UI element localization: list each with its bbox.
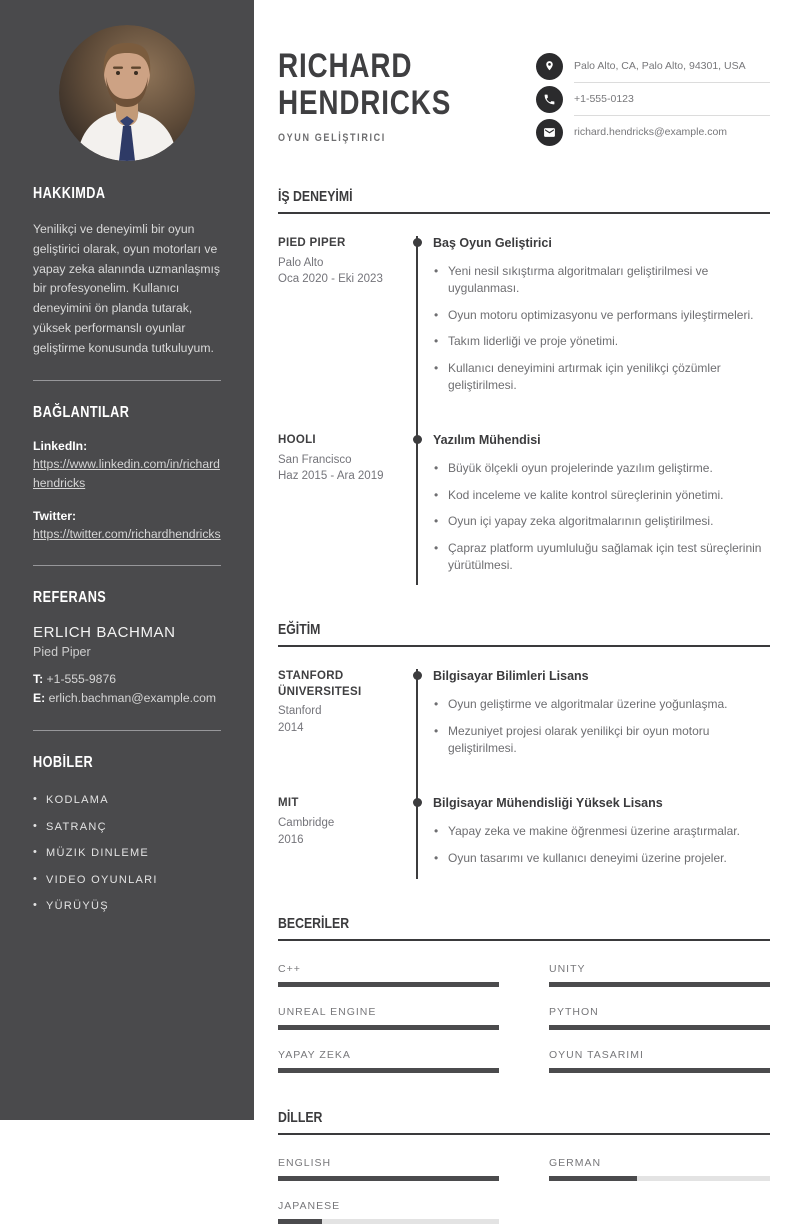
job-title: Baş Oyun Geliştirici (433, 236, 552, 250)
link-label: LinkedIn: (33, 439, 88, 454)
skill-level-bar (549, 1025, 770, 1030)
education-dates: 2014 (278, 722, 304, 735)
skill-level-bar (278, 1068, 499, 1073)
hobby-item: • YÜRÜYÜŞ (33, 900, 221, 912)
about-text: Yenilikçi ve deneyimli bir oyun geliştirici olarak, oyun motorları ve yapay zeka alanında uzmanlaşmış bir profesyonelim. Kullanıcı deneyimini ön planda tutarak, yüksek performanslı oyunlar geliştirme konusunda tutkuluyum. (33, 222, 220, 355)
reference-email-label: E: (33, 691, 46, 706)
education-entry (278, 796, 770, 878)
first-name: RICHARD (278, 47, 413, 85)
skills-section (278, 915, 770, 1073)
language-name: JAPANESE (278, 1199, 341, 1212)
language-level-bar (278, 1219, 499, 1224)
skill-name: YAPAY ZEKA (278, 1048, 351, 1061)
skill-level-fill (278, 1068, 499, 1073)
company-location: Palo Alto (278, 256, 324, 269)
employment-dates: Oca 2020 - Eki 2023 (278, 273, 383, 286)
entry-details (416, 796, 770, 878)
resume-header (278, 48, 770, 148)
link-label: Twitter: (33, 508, 77, 523)
sidebar-divider (33, 730, 221, 731)
skill-level-fill (549, 1068, 770, 1073)
link-url[interactable]: https://www.linkedin.com/in/richardhendricks (33, 457, 220, 490)
link-url[interactable]: https://twitter.com/richardhendricks (33, 526, 221, 541)
job-bullet: • Oyun motoru optimizasyonu ve performans iyileştirmeleri. (433, 307, 770, 324)
job-bullet: • Takım liderliği ve proje yönetimi. (433, 333, 770, 350)
company-name: PIED PIPER (278, 237, 346, 249)
hobby-list (33, 794, 221, 912)
reference-email (33, 689, 221, 708)
name-block (278, 48, 489, 148)
languages-heading: DİLLER (278, 1109, 770, 1135)
experience-section (278, 188, 770, 585)
skill-item (549, 1049, 770, 1073)
job-title-subtitle: OYUN GELİŞTIRICI (278, 131, 386, 144)
skill-item (549, 963, 770, 987)
job-bullet: • Oyun içi yapay zeka algoritmalarının geliştirilmesi. (433, 513, 770, 530)
skills-heading: BECERİLER (278, 915, 770, 941)
profile-photo (59, 25, 195, 161)
education-bullet-list (433, 823, 770, 867)
skill-name: UNREAL ENGINE (278, 1005, 377, 1018)
about-section (33, 185, 221, 358)
skill-name: UNITY (549, 962, 586, 975)
school-location: Stanford (278, 705, 322, 718)
job-bullet: • Yeni nesil sıkıştırma algoritmaları geliştirilmesi ve uygulanması. (433, 263, 770, 297)
reference-phone (33, 670, 221, 689)
entry-meta (278, 433, 416, 585)
experience-entries (278, 236, 770, 585)
link-group (33, 439, 221, 492)
skill-level-bar (549, 1068, 770, 1073)
degree-title: Bilgisayar Bilimleri Lisans (433, 669, 589, 684)
language-item (549, 1157, 770, 1181)
education-dates: 2016 (278, 833, 304, 846)
job-title: Yazılım Mühendisi (433, 433, 541, 448)
job-bullet-list (433, 263, 770, 394)
hobbies-heading: HOBİLER (33, 754, 94, 772)
school-location: Cambridge (278, 816, 335, 829)
last-name: HENDRICKS (278, 84, 452, 123)
school-name: MIT (278, 797, 299, 810)
reference-name: ERLICH BACHMAN (33, 624, 176, 642)
person-name (278, 48, 489, 123)
entry-meta (278, 236, 416, 433)
education-heading: EĞİTİM (278, 621, 770, 647)
contact-block (536, 50, 770, 148)
education-bullet: • Yapay zeka ve makine öğrenmesi üzerine araştırmalar. (433, 823, 770, 840)
sidebar-divider (33, 380, 221, 381)
phone-icon (536, 86, 563, 113)
reference-phone-label: T: (33, 672, 44, 687)
job-bullet-list (433, 460, 770, 574)
employment-dates: Haz 2015 - Ara 2019 (278, 470, 384, 483)
sidebar (0, 0, 254, 1120)
hobby-item: • VIDEO OYUNLARI (33, 874, 221, 886)
contact-email: richard.hendricks@example.com (574, 126, 728, 138)
language-level-fill (278, 1219, 322, 1224)
entry-meta (278, 796, 416, 878)
skill-item (278, 1049, 499, 1073)
contact-email-row (536, 116, 770, 148)
company-name: HOOLI (278, 434, 316, 447)
education-bullet: • Oyun geliştirme ve algoritmalar üzerine yoğunlaşma. (433, 696, 770, 713)
skill-level-fill (549, 1025, 770, 1030)
language-level-bar (278, 1176, 499, 1181)
languages-grid (278, 1157, 770, 1224)
skill-name: OYUN TASARIMI (549, 1048, 644, 1061)
contact-phone: +1-555-0123 (574, 83, 770, 116)
experience-entry (278, 433, 770, 585)
entry-details (416, 433, 770, 585)
entry-details (416, 669, 770, 796)
languages-section (278, 1109, 770, 1224)
reference-phone-value: +1-555-9876 (46, 672, 117, 687)
skill-level-fill (278, 1025, 499, 1030)
hobby-item: • SATRANÇ (33, 821, 221, 833)
language-name: GERMAN (549, 1156, 602, 1169)
language-level-bar (549, 1176, 770, 1181)
skill-level-bar (278, 1025, 499, 1030)
reference-company: Pied Piper (33, 645, 91, 660)
hobby-item: • MÜZIK DINLEME (33, 847, 221, 859)
contact-phone-row (536, 83, 770, 116)
skill-item (278, 963, 499, 987)
hobby-item: • KODLAMA (33, 794, 221, 806)
job-bullet: • Çapraz platform uyumluluğu sağlamak için test süreçlerinin yürütülmesi. (433, 540, 770, 574)
skill-name: C++ (278, 962, 301, 975)
language-level-fill (278, 1176, 499, 1181)
education-entries (278, 669, 770, 878)
degree-title: Bilgisayar Mühendisliği Yüksek Lisans (433, 796, 663, 811)
experience-heading: İŞ DENEYİMİ (278, 188, 770, 214)
link-group (33, 509, 221, 543)
location-pin-icon (536, 53, 563, 80)
language-level-fill (549, 1176, 637, 1181)
contact-location-row (536, 50, 770, 83)
skills-grid (278, 963, 770, 1073)
language-name: ENGLISH (278, 1156, 332, 1169)
job-bullet: • Büyük ölçekli oyun projelerinde yazılım geliştirme. (433, 460, 770, 477)
contact-location: Palo Alto, CA, Palo Alto, 94301, USA (574, 50, 770, 83)
reference-section (33, 589, 221, 708)
skill-level-fill (278, 982, 499, 987)
company-location: San Francisco (278, 453, 352, 466)
hobbies-section (33, 754, 221, 912)
reference-email-value: erlich.bachman@example.com (48, 691, 217, 706)
education-bullet-list (433, 696, 770, 757)
skill-item (278, 1006, 499, 1030)
experience-entry (278, 236, 770, 433)
about-heading: HAKKIMDA (33, 185, 106, 202)
main-content (254, 0, 794, 1212)
education-entry (278, 669, 770, 796)
links-section (33, 404, 221, 543)
job-bullet: • Kod inceleme ve kalite kontrol süreçlerinin yönetimi. (433, 487, 770, 504)
entry-details (416, 236, 770, 433)
education-bullet: • Mezuniyet projesi olarak yenilikçi bir oyun motoru geliştirilmesi. (433, 723, 770, 757)
links-heading: BAĞLANTILAR (33, 404, 130, 422)
job-bullet: • Kullanıcı deneyimini artırmak için yenilikçi çözümler geliştirilmesi. (433, 360, 770, 394)
skill-level-bar (549, 982, 770, 987)
language-item (278, 1200, 499, 1224)
skill-level-fill (549, 982, 770, 987)
education-section (278, 621, 770, 878)
school-name: STANFORD ÜNIVERSITESI (278, 670, 362, 698)
education-bullet: • Oyun tasarımı ve kullanıcı deneyimi üzerine projeler. (433, 850, 770, 867)
reference-heading: REFERANS (33, 589, 107, 607)
skill-item (549, 1006, 770, 1030)
skill-name: PYTHON (549, 1005, 599, 1018)
entry-meta (278, 669, 416, 796)
profile-photo-illustration (59, 25, 195, 161)
language-item (278, 1157, 499, 1181)
skill-level-bar (278, 982, 499, 987)
sidebar-divider (33, 565, 221, 566)
envelope-icon (536, 119, 563, 146)
